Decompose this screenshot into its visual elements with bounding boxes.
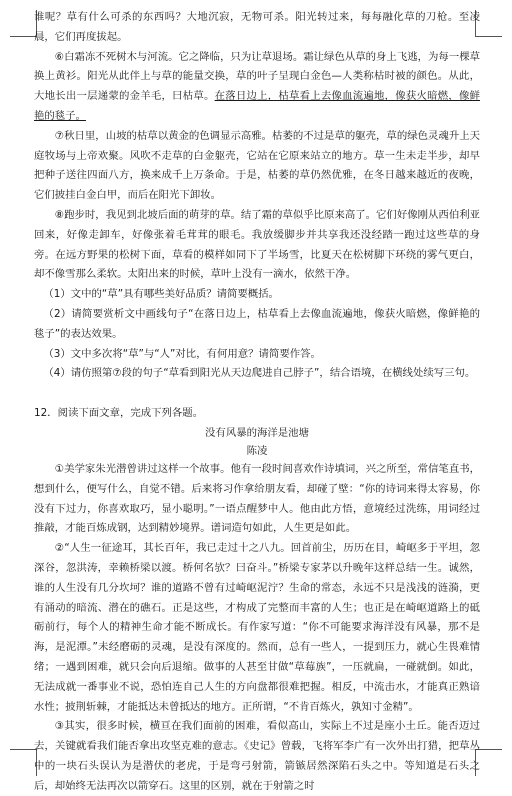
- article-title: 没有风暴的海洋是池塘: [205, 426, 309, 439]
- crop-mark-bottom-left: [10, 749, 37, 776]
- paragraph-7: ⑦秋日里，山坡的枯草以黄金的色调显示高雅。枯萎的不过是草的躯壳，草的绿色灵魂升上天庭牧场与上帝欢聚。风吹不走草的白金躯壳，它站在它原来站立的地方。草一生未走半步，却早把种子送往四面八方，换来成千上万条命。于是，枯萎的草仍然优雅，在冬日越来越近的夜晚，它们披挂白金白甲，而后在阳光下卸妆。: [34, 129, 480, 202]
- crop-mark-top-left: [10, 10, 37, 37]
- question-2: （2）请简要赏析文中画线句子“在落日边上，枯草看上去像血流遍地，像获火暗燃，像鲜艳的毯子”的表达效果。: [34, 307, 480, 340]
- paragraph-6-text: ⑥白霜冻不死树木与河流。它之降临，只为让草退场。霜让绿色从草的身上飞逃，为每一棵草换上黄衫。阳光从此伴上与草的能量交换，草的叶子呈现白金色—人类称枯时被的颜色。从此，大地长出一层递蒙的金羊毛，曰枯草。: [34, 50, 480, 103]
- paragraph-6: [34, 48, 480, 127]
- paragraph-continuation: 谁呢？草有什么可杀的东西吗？大地沉寂，无物可杀。阳光转过来，每每融化草的刀枪。至凌晨，它们再度拔起。: [34, 11, 480, 43]
- article-paragraph-1: ①美学家朱光潜曾讲过这样一个故事。他有一段时间喜欢作诗填词，兴之所至，常信笔直书，想到什么，便写什么，自觉不错。后来将习作拿给朋友看，却碰了壁：“你的诗词来得太容易，你没有下过力，你喜欢取巧，显小聪明。”一语点醒梦中人。他由此方悟，意境经过洗练，用词经过推敲，才能百炼成钢，达到精妙境界。谱词造句如此，人生更是如此。: [34, 462, 480, 535]
- question-12-heading: 12．阅读下面文章，完成下列各题。: [34, 407, 204, 420]
- article-author: 陈凌: [246, 444, 268, 457]
- paragraph-8: ⑧跑步时，我见到北坡后面的萌芽的草。结了霜的草似乎比原来高了。它们好像刚从西伯利亚回来，好像走卸车，好像张着毛茸茸的眼毛。我放缓脚步并共享我还没经踏一跑过这些草的身旁。在远方野果的松树下面，草看的模样如同下了半场雪，比夏天在松树脚下环绕的雾气更白，却不像雪那么柔软。太阳出来的时候，草叶上没有一滴水，依然干净。: [34, 208, 480, 281]
- document-page: [34, 8, 480, 796]
- article-paragraph-3: ③其实，很多时候，横亘在我们面前的困难，看似高山，实际上不过是座小土丘。能否迈过去，关键就看我们能否拿出攻坚克难的意志。《史记》曾载，飞将军李广有一次外出打猎，把草丛中的一块石头误认为是潜伏的老虎，于是弯弓射箭，箭镞居然深陷石头之中。等知道是石头之后，却始终无法再次以箭穿石。这里的区别，就在于射箭之时: [34, 720, 480, 792]
- underlined-sentence: 在落日边上，枯草看上去像血流遍地，像获火暗燃，像鲜艳的毯子。: [34, 90, 481, 122]
- question-3: （3）文中多次将“草”与“人”对比，有何用意？请简要作答。: [43, 347, 321, 360]
- question-1: （1）文中的“草”具有哪些美好品质？请简要概括。: [43, 288, 279, 301]
- article-paragraph-2: ②“人生一征途耳，其长百年，我已走过十之八九。回首前尘，历历在目，崎岖多于平坦，忽深谷，忽洪涛，幸赖桥梁以渡。桥何名欤？曰奋斗。”桥梁专家茅以升晚年这样总结一生。诚然，谁的人生没有几分坎坷？谁的道路不曾有过崎岖泥泞？生命的常态，永远不只是浅浅的涟漪，更有涌动的暗流、潜在的礁石。正是这些，才构成了完整而丰富的人生；也正是在崎岖道路上的砥砺前行，每个人的精神生命才能不断成长。有作家写道：“你不可能要求海洋没有风暴，那不是海，是泥潭。”未经磨砺的灵魂，是没有深度的。然而，总有一些人，一提到压力，就心生畏难情绪；一遇到困难，就只会向后退缩。做事的人甚至甘做“草莓族”，一压就扁，一碰就倒。如此，无法成就一番事业不说，恐怕连自己人生的方向盘都很难把握。相反，中流击水，才能真正熟谙水性；披荆斩棘，才能抵达未曾抵达的地方。正所谓，“不肯百炼火，孰知寸金精”。: [34, 542, 480, 713]
- question-4: （4）请仿照第⑦段的句子“草看到阳光从天边爬进自己脖子”，结合语境，在横线处续写三句。: [43, 367, 476, 380]
